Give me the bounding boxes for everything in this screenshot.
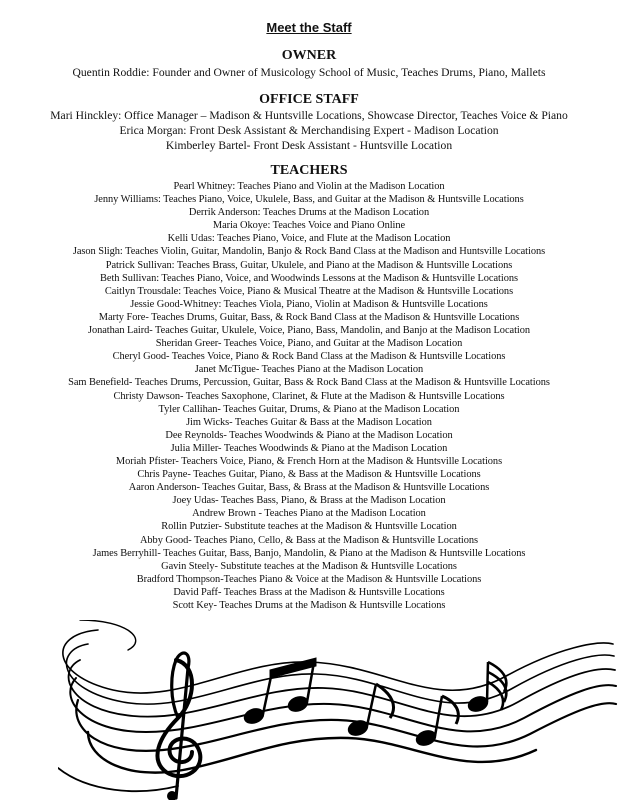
- teacher-line: Beth Sullivan: Teaches Piano, Voice, and Woodwinds Lessons at the Madison & Huntsville Locations: [100, 272, 518, 284]
- teacher-line: Julia Miller- Teaches Woodwinds & Piano at the Madison Location: [170, 442, 448, 454]
- teacher-line: Jonathan Laird- Teaches Guitar, Ukulele, Voice, Piano, Bass, Mandolin, and Banjo at the Madison Location: [87, 325, 531, 337]
- teacher-line: Pearl Whitney: Teaches Piano and Violin at the Madison Location: [173, 181, 445, 192]
- teacher-line: Patrick Sullivan: Teaches Brass, Guitar, Ukulele, and Piano at the Madison & Huntsville Locations: [105, 259, 513, 271]
- teacher-line: Chris Payne- Teaches Guitar, Piano, & Bass at the Madison & Huntsville Locations: [137, 469, 481, 481]
- owner-line: Quentin Roddie: Founder and Owner of Musicology School of Music, Teaches Drums, Piano, Mallets: [72, 66, 546, 79]
- teacher-line: Scott Key- Teaches Drums at the Madison & Huntsville Locations: [172, 600, 446, 611]
- teacher-line: Tyler Callihan- Teaches Guitar, Drums, & Piano at the Madison Location: [158, 403, 460, 415]
- page-title: Meet the Staff: [266, 20, 352, 35]
- teacher-line: Sheridan Greer- Teaches Voice, Piano, and Guitar at the Madison Location: [155, 338, 463, 350]
- teacher-line: Joey Udas- Teaches Bass, Piano, & Brass at the Madison Location: [172, 495, 446, 507]
- teacher-line: Rollin Putzier- Substitute teaches at the Madison & Huntsville Location: [161, 521, 457, 533]
- teacher-line: Sam Benefield- Teaches Drums, Percussion, Guitar, Bass & Rock Band Class at the Madison & Huntsville Locations: [68, 377, 550, 389]
- teacher-line: Maria Okoye: Teaches Voice and Piano Online: [212, 220, 406, 232]
- teacher-line: Bradford Thompson-Teaches Piano & Voice at the Madison & Huntsville Locations: [136, 573, 482, 585]
- teacher-line: Abby Good- Teaches Piano, Cello, & Bass at the Madison & Huntsville Locations: [139, 534, 479, 546]
- teacher-line: Andrew Brown - Teaches Piano at the Madison Location: [192, 508, 426, 520]
- office-staff-line: Kimberley Bartel- Front Desk Assistant - Huntsville Location: [165, 139, 453, 152]
- teacher-line: Jessie Good-Whitney: Teaches Viola, Piano, Violin at Madison & Huntsville Locations: [130, 298, 488, 310]
- owner-heading: OWNER: [281, 48, 337, 63]
- teacher-line: Jason Sligh: Teaches Violin, Guitar, Mandolin, Banjo & Rock Band Class at the Madison and Huntsville Locations: [72, 246, 546, 258]
- office-staff-heading: OFFICE STAFF: [259, 92, 359, 107]
- teacher-line: Marty Fore- Teaches Drums, Guitar, Bass, & Rock Band Class at the Madison & Huntsville Locations: [98, 311, 520, 323]
- teacher-line: Moriah Pfister- Teachers Voice, Piano, & French Horn at the Madison & Huntsville Locations: [115, 455, 503, 467]
- teacher-line: Aaron Anderson- Teaches Guitar, Bass, & Brass at the Madison & Huntsville Locations: [128, 482, 490, 494]
- teacher-line: Kelli Udas: Teaches Piano, Voice, and Flute at the Madison Location: [167, 233, 451, 245]
- teacher-line: Derrik Anderson: Teaches Drums at the Madison Location: [188, 207, 430, 219]
- teacher-line: Caitlyn Trousdale: Teaches Voice, Piano & Musical Theatre at the Madison & Huntsville Locations: [104, 285, 514, 297]
- teacher-line: Cheryl Good- Teaches Voice, Piano & Rock Band Class at the Madison & Huntsville Locations: [112, 351, 506, 363]
- teacher-line: James Berryhill- Teaches Guitar, Bass, Banjo, Mandolin, & Piano at the Madison & Huntsville Locations: [92, 547, 526, 559]
- teacher-line: Gavin Steely- Substitute teaches at the Madison & Huntsville Locations: [161, 560, 457, 572]
- teacher-line: Christy Dawson- Teaches Saxophone, Clarinet, & Flute at the Madison & Huntsville Locations: [113, 390, 505, 402]
- office-staff-line: Erica Morgan: Front Desk Assistant & Merchandising Expert - Madison Location: [119, 124, 499, 137]
- teacher-line: Jim Wicks- Teaches Guitar & Bass at the Madison Location: [186, 416, 432, 428]
- music-staff-illustration-icon: [58, 620, 618, 800]
- teacher-line: Jenny Williams: Teaches Piano, Voice, Ukulele, Bass, and Guitar at the Madison & Huntsville Locations: [94, 194, 524, 206]
- teacher-line: David Paff- Teaches Brass at the Madison & Huntsville Locations: [173, 586, 445, 598]
- teachers-list: [0, 180, 618, 612]
- teacher-line: Janet McTigue- Teaches Piano at the Madison Location: [194, 364, 424, 376]
- office-staff-line: Mari Hinckley: Office Manager – Madison & Huntsville Locations, Showcase Director, Teaches Voice & Piano: [50, 109, 568, 122]
- teacher-line: Dee Reynolds- Teaches Woodwinds & Piano at the Madison Location: [165, 429, 453, 441]
- teachers-heading: TEACHERS: [270, 163, 348, 178]
